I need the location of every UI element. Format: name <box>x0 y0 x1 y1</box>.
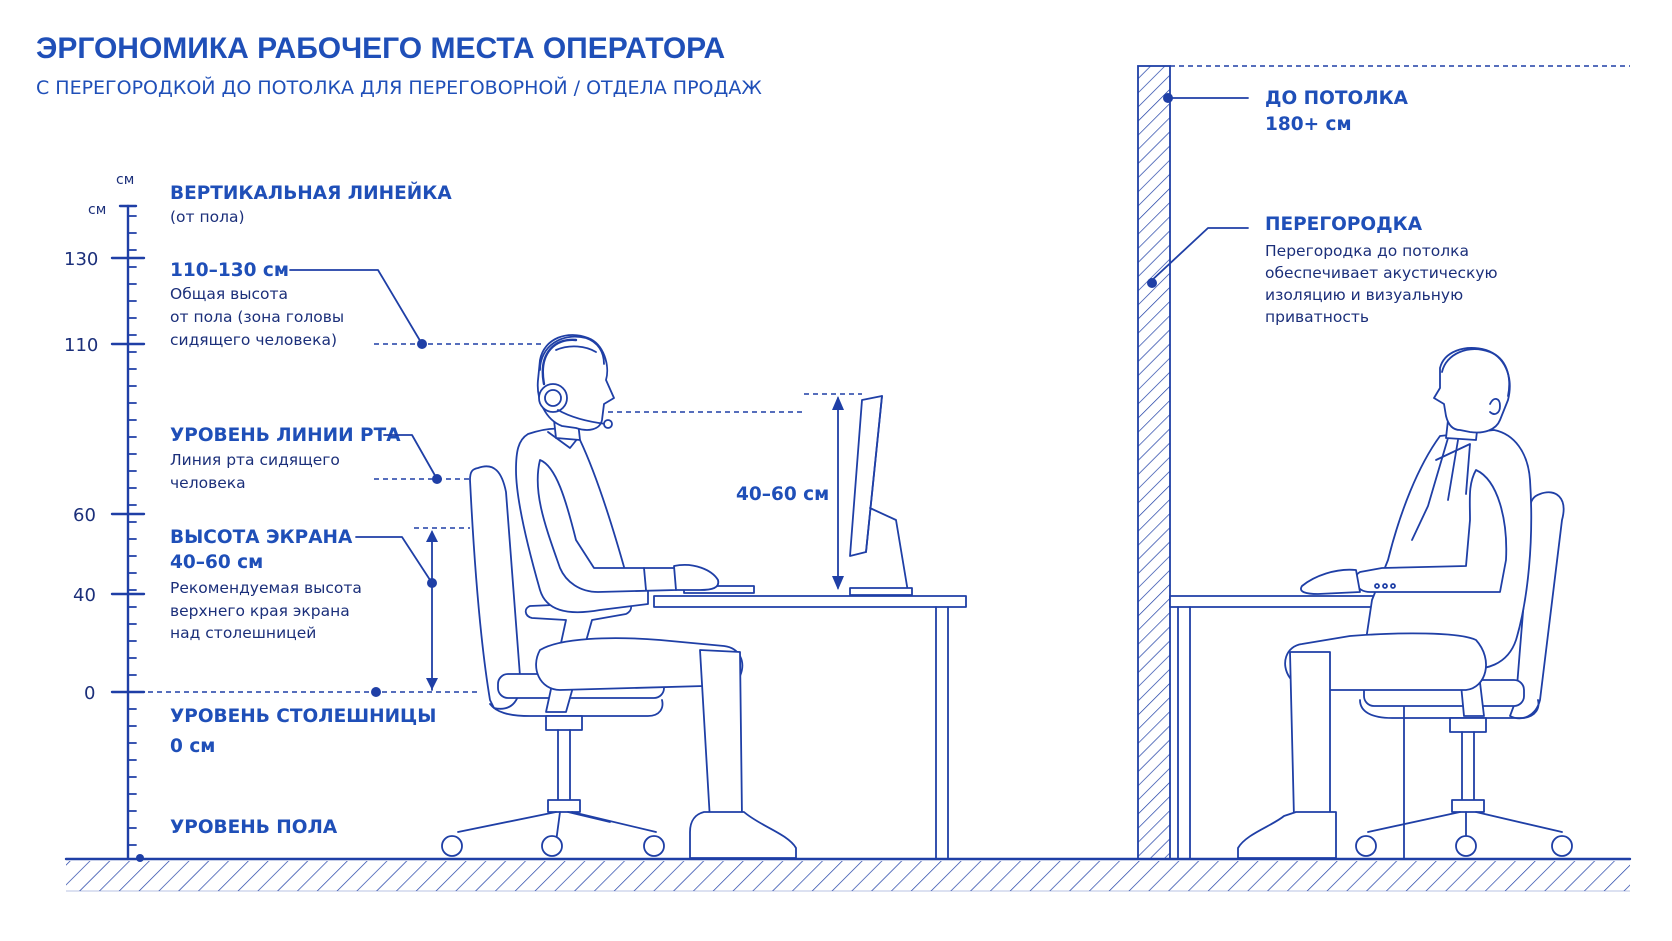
head-zone-line-1: Общая высота <box>170 285 289 303</box>
annotation-ruler <box>170 182 452 226</box>
annotation-screen-height <box>170 527 470 690</box>
floor <box>66 859 1630 891</box>
head-zone-heading: 110–130 см <box>170 260 290 281</box>
ruler-label-60: 60 <box>73 505 96 526</box>
ruler-unit-top: см <box>116 172 135 188</box>
operator-station <box>442 335 966 859</box>
ruler-heading: ВЕРТИКАЛЬНАЯ ЛИНЕЙКА <box>170 183 452 204</box>
partition-line-3: изоляцию и визуальную <box>1265 286 1464 304</box>
desk-value: 0 см <box>170 736 216 757</box>
page-subtitle: С ПЕРЕГОРОДКОЙ ДО ПОТОЛКА ДЛЯ ПЕРЕГОВОРНОЙ / ОТДЕЛА ПРОДАЖ <box>36 77 762 99</box>
partition-line-1: Перегородка до потолка <box>1265 242 1470 260</box>
mouth-heading: УРОВЕНЬ ЛИНИИ РТА <box>170 425 401 446</box>
floor-marker-dot <box>136 854 144 862</box>
screen-heading-2: 40–60 см <box>170 552 264 573</box>
annotation-ceiling <box>1265 88 1409 135</box>
desk-heading: УРОВЕНЬ СТОЛЕШНИЦЫ <box>170 706 437 727</box>
head-zone-line-2: от пола (зона головы <box>170 308 345 326</box>
partition-line-2: обеспечивает акустическую <box>1265 264 1498 282</box>
partition-wall <box>1138 66 1630 859</box>
monitor-dimension <box>608 394 862 590</box>
guest-station <box>1170 348 1572 859</box>
head-zone-line-3: сидящего человека) <box>170 331 337 349</box>
screen-heading-1: ВЫСОТА ЭКРАНА <box>170 527 353 548</box>
mouth-line-2: человека <box>170 474 246 492</box>
page-title: ЭРГОНОМИКА РАБОЧЕГО МЕСТА ОПЕРАТОРА <box>36 32 726 65</box>
ceiling-value: 180+ см <box>1265 114 1352 135</box>
screen-line-1: Рекомендуемая высота <box>170 579 362 597</box>
ruler-note: (от пола) <box>170 208 245 226</box>
annotation-head-zone <box>170 260 545 349</box>
ruler-label-40: 40 <box>73 585 96 606</box>
annotation-floor-level <box>170 817 338 838</box>
annotation-partition <box>1265 214 1498 326</box>
annotation-desk-level <box>112 687 478 757</box>
ruler-unit-side: см <box>88 202 107 218</box>
screen-line-3: над столешницей <box>170 624 317 642</box>
vertical-ruler <box>64 172 144 862</box>
ruler-label-110: 110 <box>64 335 99 356</box>
screen-line-2: верхнего края экрана <box>170 602 350 620</box>
ruler-label-0: 0 <box>84 683 96 704</box>
floor-heading: УРОВЕНЬ ПОЛА <box>170 817 338 838</box>
partition-heading: ПЕРЕГОРОДКА <box>1265 214 1423 235</box>
mouth-line-1: Линия рта сидящего <box>170 451 340 469</box>
ruler-label-130: 130 <box>64 249 99 270</box>
annotation-mouth-line <box>170 425 474 492</box>
partition-line-4: приватность <box>1265 308 1370 326</box>
ceiling-heading: ДО ПОТОЛКА <box>1265 88 1409 109</box>
monitor-dimension-label: 40–60 см <box>736 484 830 505</box>
